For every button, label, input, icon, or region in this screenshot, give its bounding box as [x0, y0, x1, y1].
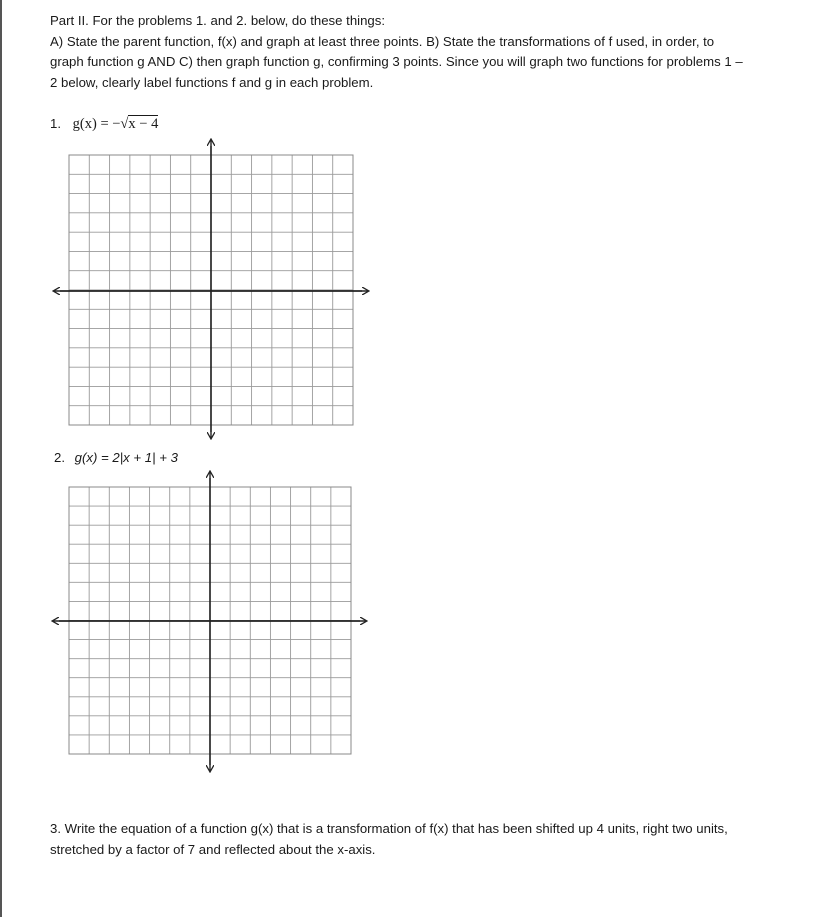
- instructions-line-2: A) State the parent function, f(x) and graph at least three points. B) State the transformations of f used, in order, to: [50, 33, 715, 49]
- problem-2-number: 2.: [54, 450, 65, 465]
- instructions-line-4: 2 below, clearly label functions f and g in each problem.: [50, 74, 374, 90]
- problem-2-label: [54, 450, 178, 465]
- problem-3-line-1: 3. Write the equation of a function g(x) that is a transformation of f(x) that has been shifted up 4 units, right two units,: [50, 821, 728, 836]
- problem-2-equation: g(x) = 2|x + 1| + 3: [74, 450, 178, 465]
- problem-1-equation-radicand: x − 4: [128, 116, 159, 132]
- problem-1-equation-prefix: g(x) = −√: [72, 116, 129, 132]
- problem-3: [50, 818, 780, 860]
- instructions-line-1: Part II. For the problems 1. and 2. below, do these things:: [50, 13, 386, 28]
- problem-1-number: 1.: [50, 116, 61, 131]
- instructions-line-3: graph function g AND C) then graph function g, confirming 3 points. Since you will graph two functions for problems 1 –: [50, 54, 743, 69]
- problem-3-line-2: stretched by a factor of 7 and reflected about the x-axis.: [50, 842, 376, 857]
